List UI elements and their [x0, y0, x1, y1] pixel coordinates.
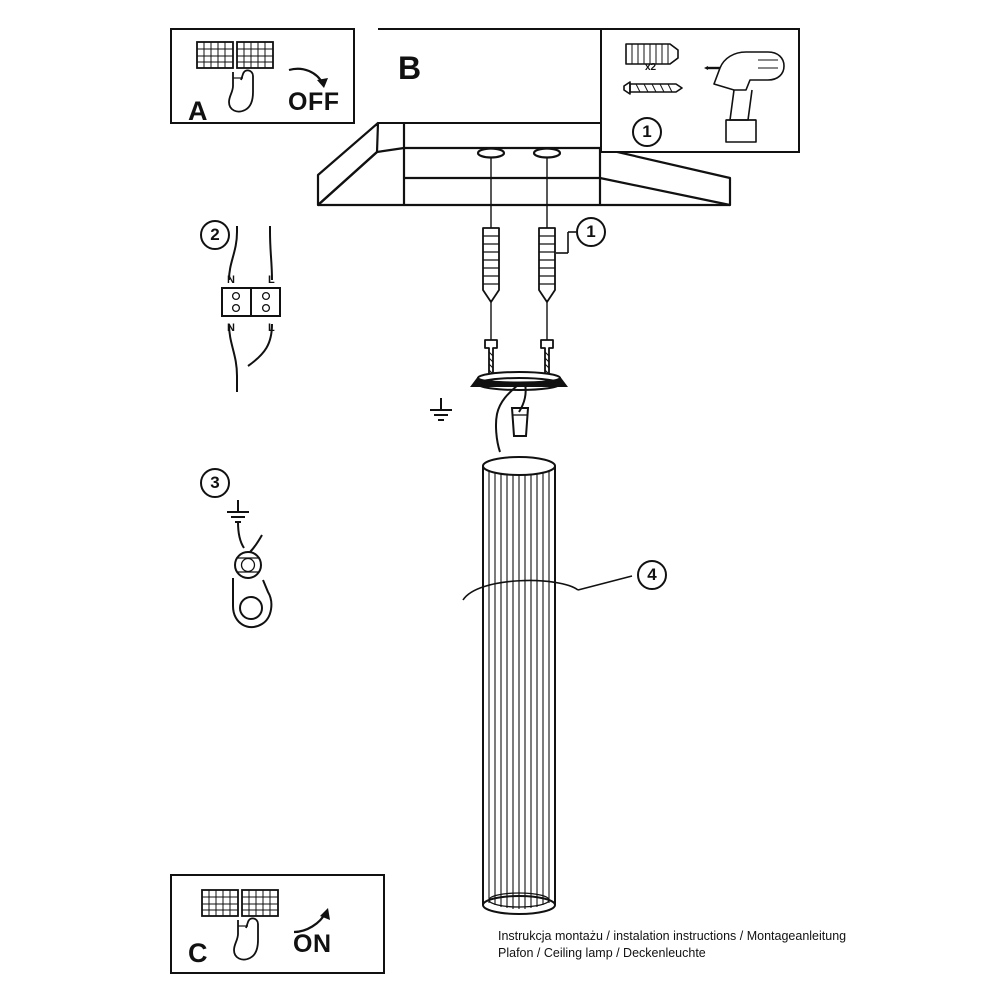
- step-2-number: 2: [200, 220, 230, 250]
- callout-number-1: 1: [576, 217, 606, 247]
- terminal-block-icon: [222, 226, 280, 392]
- power-cable-icon: [496, 384, 526, 452]
- earth-ground-symbol: [430, 398, 452, 420]
- terminal-label-l-top: L: [268, 274, 275, 286]
- footer-caption: [498, 928, 846, 962]
- step-b-letter: B: [398, 50, 422, 86]
- callout-leader-1: [556, 232, 576, 253]
- step-3-number: 3: [200, 468, 230, 498]
- terminal-label-l-bottom: L: [268, 322, 275, 334]
- switch-on-hand-icon: [190, 880, 365, 968]
- callout-number-4: 4: [637, 560, 667, 590]
- earth-terminal-icon: [227, 500, 271, 627]
- footer-line-2: Plafon / Ceiling lamp / Deckenleuchte: [498, 946, 706, 960]
- canopy-plate-icon: [472, 372, 566, 390]
- lamp-body-tube: [483, 457, 555, 914]
- wall-plug-icon: [483, 228, 555, 302]
- callout-leader-4: [463, 576, 632, 600]
- terminal-label-n-bottom: N: [227, 322, 235, 334]
- step-1-panel-number: 1: [632, 117, 662, 147]
- footer-line-1: Instrukcja montażu / instalation instructions / Montageanleitung: [498, 929, 847, 943]
- step-c-letter: C: [188, 938, 208, 968]
- step-a-letter: A: [188, 96, 208, 126]
- step-c-on-label: ON: [293, 930, 332, 958]
- terminal-label-n-top: N: [227, 274, 235, 286]
- step-a-off-label: OFF: [288, 88, 340, 116]
- quantity-label-x2: x2: [645, 62, 657, 73]
